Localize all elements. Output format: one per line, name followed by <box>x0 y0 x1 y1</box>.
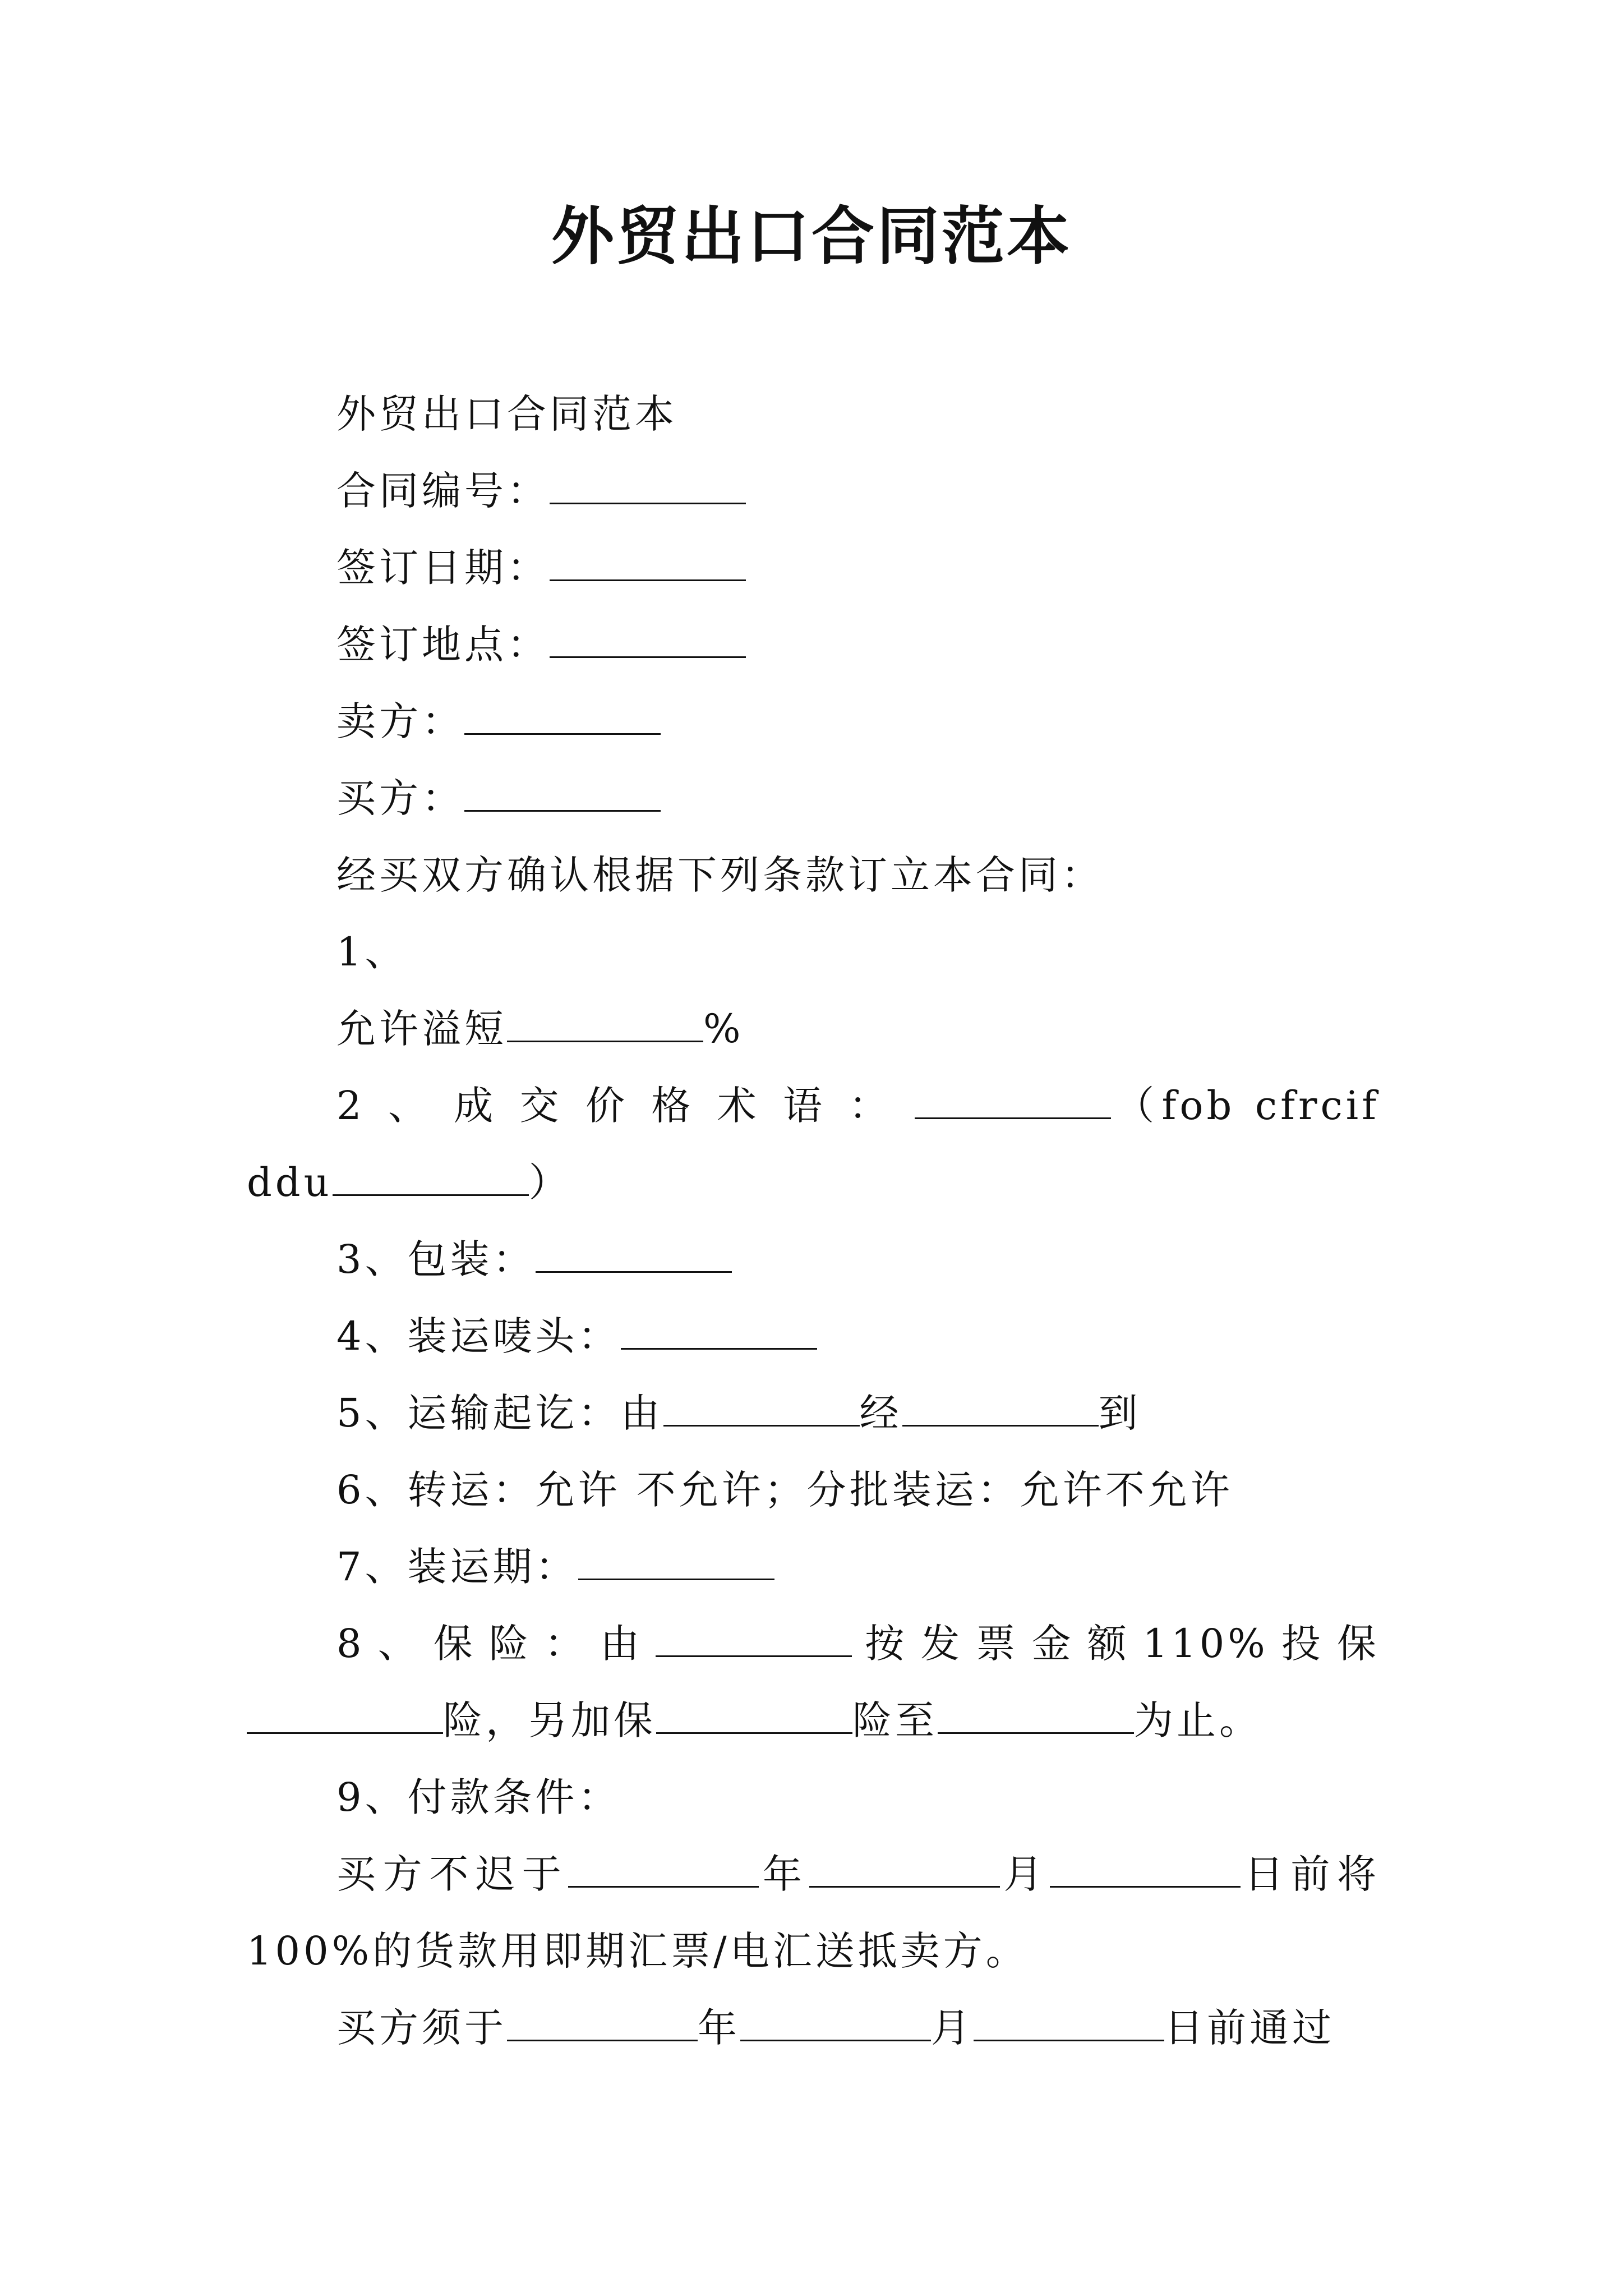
seller-label: 卖方： <box>336 698 464 744</box>
buyer-line <box>247 760 1380 837</box>
item5-label: 5、运输起讫：由 <box>336 1390 663 1436</box>
overshort-blank <box>507 1007 703 1042</box>
pay2-year: 年 <box>698 2005 740 2051</box>
item2-blank-1 <box>915 1084 1111 1119</box>
pay2-rest: 日前通过 <box>1164 2005 1335 2051</box>
overshort-label: 允许溢短 <box>336 1006 507 1052</box>
pay1-month-blank <box>809 1852 1000 1888</box>
document-body <box>247 376 1380 2067</box>
intro-line <box>247 837 1380 914</box>
overshort-line <box>247 991 1380 1068</box>
item8-paragraph <box>247 1605 1380 1759</box>
item8-label: 8、保险：由 <box>336 1621 656 1667</box>
item5-line <box>247 1375 1380 1452</box>
pay1-rest: 日前将100%的货款用即期汇票/电汇送抵卖方。 <box>247 1851 1380 1974</box>
heading-text: 外贸出口合同范本 <box>336 391 677 437</box>
item8-blank-4 <box>938 1699 1134 1734</box>
item5-blank-2 <box>902 1391 1099 1427</box>
pay2-lead: 买方须于 <box>336 2005 507 2051</box>
pay2-month: 月 <box>931 2005 974 2051</box>
item2-terms: （fob cfrcif ddu <box>247 1083 1380 1205</box>
item8-until-text: 险至 <box>852 1697 938 1743</box>
item9-line <box>247 1759 1380 1836</box>
item4-blank <box>621 1314 817 1350</box>
item1-text: 1、 <box>336 929 408 975</box>
seller-blank <box>464 700 661 735</box>
item7-label: 7、装运期： <box>336 1544 578 1590</box>
buyer-label: 买方： <box>336 775 464 821</box>
sign-date-line <box>247 530 1380 606</box>
item2-blank-2 <box>333 1161 529 1196</box>
contract-number-blank <box>550 469 746 504</box>
sign-place-line <box>247 606 1380 683</box>
sign-date-blank <box>550 546 746 581</box>
sign-place-label: 签订地点： <box>336 622 550 668</box>
pay1-lead: 买方不迟于 <box>336 1851 569 1897</box>
pay1-year-blank <box>568 1852 759 1888</box>
buyer-blank <box>464 776 661 812</box>
item1-line <box>247 914 1380 991</box>
payment-paragraph-1 <box>247 1836 1380 1990</box>
item3-line <box>247 1221 1380 1298</box>
item9-label: 9、付款条件： <box>336 1774 621 1820</box>
contract-number-label: 合同编号： <box>336 468 550 514</box>
item8-insure-text: 按发票金额110%投保 <box>852 1621 1380 1667</box>
item6-line <box>247 1452 1380 1529</box>
item8-extra-text: 险，另加保 <box>443 1697 656 1743</box>
intro-text: 经买双方确认根据下列条款订立本合同： <box>336 852 1104 898</box>
sign-date-label: 签订日期： <box>336 545 550 591</box>
item3-label: 3、包装： <box>336 1236 536 1282</box>
item8-blank-2 <box>247 1699 443 1734</box>
item7-line <box>247 1529 1380 1605</box>
payment-paragraph-2 <box>247 1990 1380 2067</box>
item3-blank <box>536 1237 732 1273</box>
item2-paragraph <box>247 1068 1380 1221</box>
item4-line <box>247 1298 1380 1375</box>
item8-end-text: 为止。 <box>1134 1697 1262 1743</box>
pay2-month-blank <box>740 2006 931 2041</box>
pay2-year-blank <box>507 2006 698 2041</box>
item6-text: 6、转运：允许 不允许；分批装运：允许不允许 <box>336 1467 1233 1513</box>
overshort-unit: % <box>703 1006 744 1052</box>
pay2-day-blank <box>974 2006 1164 2041</box>
sign-place-blank <box>550 623 746 658</box>
document-title: 外贸出口合同范本 <box>551 200 1072 273</box>
item5-blank-1 <box>663 1391 860 1427</box>
item5-via: 经 <box>859 1390 902 1436</box>
heading-line <box>247 376 1380 453</box>
item8-blank-3 <box>656 1699 852 1734</box>
seller-line <box>247 683 1380 760</box>
item4-label: 4、装运唛头： <box>336 1313 621 1359</box>
item2-close: ） <box>528 1159 571 1205</box>
pay1-year: 年 <box>759 1851 809 1897</box>
item2-label: 2、成交价格术语： <box>336 1083 915 1129</box>
item7-blank <box>578 1545 774 1580</box>
pay1-month: 月 <box>999 1851 1050 1897</box>
item8-blank-1 <box>656 1622 852 1657</box>
contract-number-line <box>247 453 1380 530</box>
pay1-day-blank <box>1050 1852 1241 1888</box>
item5-to: 到 <box>1098 1390 1141 1436</box>
